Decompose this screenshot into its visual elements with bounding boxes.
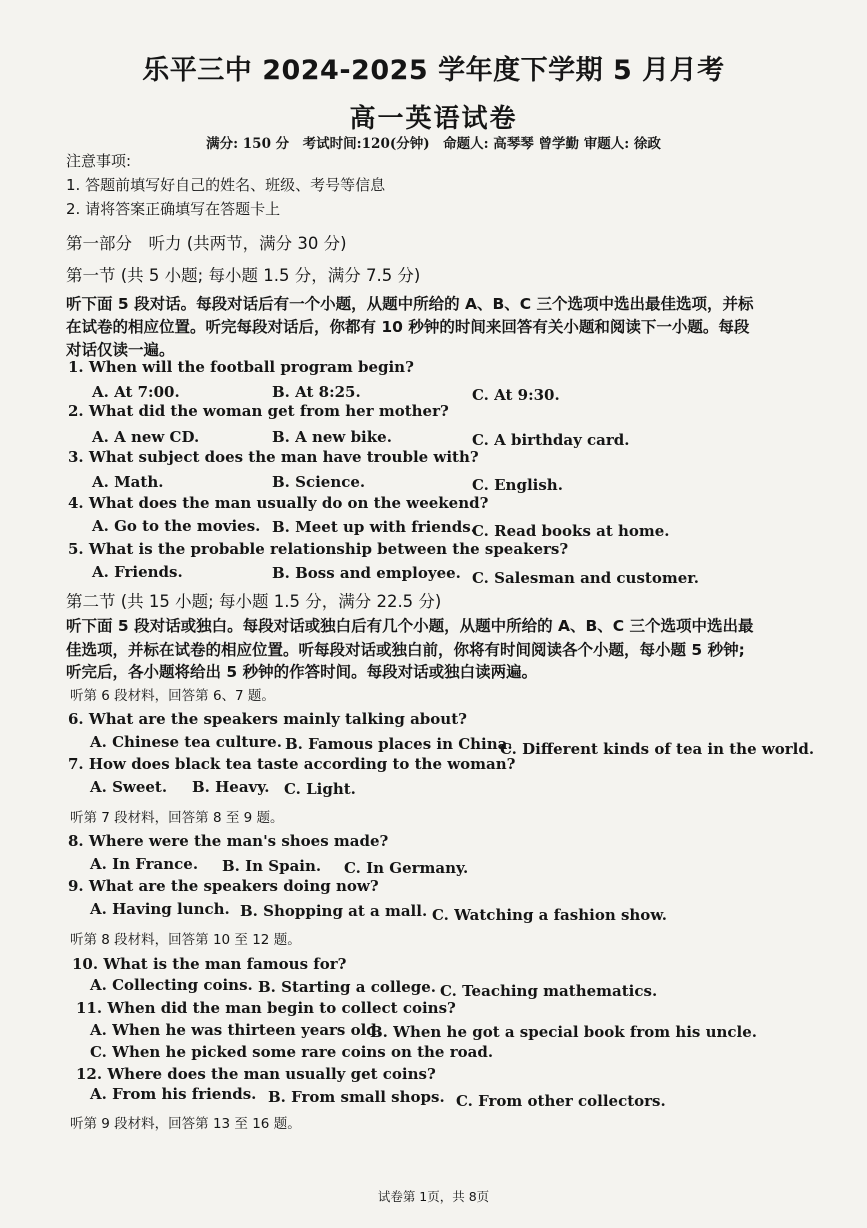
option-b: B. From small shops. bbox=[268, 1088, 445, 1106]
option-a: A. Having lunch. bbox=[90, 900, 230, 918]
option-c: C. At 9:30. bbox=[472, 386, 560, 404]
section-instructions: 听完后，各小题将给出 5 秒钟的作答时间。每段对话或独白读两遍。 bbox=[66, 663, 538, 681]
option-a: A. Chinese tea culture. bbox=[90, 733, 282, 751]
option-c: C. From other collectors. bbox=[456, 1092, 666, 1110]
question-text: 7. How does black tea taste according to the woman? bbox=[68, 755, 516, 773]
question-text: 3. What subject does the man have trouble with? bbox=[68, 448, 479, 466]
exam-title: 乐平三中 2024-2025 学年度下学期 5 月月考 bbox=[142, 55, 725, 86]
material-note: 听第 6 段材料，回答第 6、7 题。 bbox=[70, 688, 275, 704]
option-b: B. At 8:25. bbox=[272, 383, 361, 401]
option-b: B. In Spain. bbox=[222, 857, 322, 875]
option-a: A. In France. bbox=[90, 855, 199, 873]
question-text: 5. What is the probable relationship between the speakers? bbox=[68, 540, 569, 558]
option-c: C. Light. bbox=[284, 780, 356, 798]
section-instructions: 佳选项，并标在试卷的相应位置。听每段对话或独白前，你将有时间阅读各个小题，每小题 5 秒钟; bbox=[66, 641, 745, 659]
question-text: 8. Where were the man's shoes made? bbox=[68, 832, 389, 850]
option-b: B. A new bike. bbox=[272, 428, 392, 446]
option-b: B. Meet up with friends. bbox=[272, 518, 476, 536]
note-item: 1. 答题前填写好自己的姓名、班级、考号等信息 bbox=[66, 176, 386, 194]
option-c: C. A birthday card. bbox=[472, 431, 630, 449]
exam-meta: 满分: 150 分 考试时间:120(分钟) 命题人: 高琴琴 曾学勤 审题人: 徐政 bbox=[206, 136, 661, 152]
option-a: A. A new CD. bbox=[92, 428, 200, 446]
exam-subtitle: 高一英语试卷 bbox=[349, 104, 518, 134]
option-c: C. English. bbox=[472, 476, 563, 494]
option-b: B. Starting a college. bbox=[258, 978, 437, 996]
section-heading: 第二节 (共 15 小题; 每小题 1.5 分，满分 22.5 分) bbox=[66, 592, 442, 611]
material-note: 听第 8 段材料，回答第 10 至 12 题。 bbox=[70, 932, 301, 948]
option-c: C. Read books at home. bbox=[472, 522, 670, 540]
part-heading: 第一部分 听力 (共两节，满分 30 分) bbox=[66, 234, 347, 253]
notes-heading: 注意事项: bbox=[66, 152, 132, 170]
option-c: C. Teaching mathematics. bbox=[440, 982, 658, 1000]
option-b: B. When he got a special book from his uncle. bbox=[370, 1023, 757, 1041]
section-instructions: 听下面 5 段对话。每段对话后有一个小题，从题中所给的 A、B、C 三个选项中选出最佳选项，并标 bbox=[66, 295, 754, 313]
option-c: C. When he picked some rare coins on the road. bbox=[90, 1043, 494, 1061]
question-text: 1. When will the football program begin? bbox=[68, 358, 414, 376]
option-b: B. Heavy. bbox=[192, 778, 270, 796]
option-a: A. Sweet. bbox=[90, 778, 168, 796]
question-text: 12. Where does the man usually get coins? bbox=[76, 1065, 436, 1083]
option-b: B. Shopping at a mall. bbox=[240, 902, 428, 920]
material-note: 听第 9 段材料，回答第 13 至 16 题。 bbox=[70, 1116, 301, 1132]
option-b: B. Famous places in China. bbox=[285, 735, 513, 753]
section-instructions: 对话仅读一遍。 bbox=[66, 341, 175, 359]
option-c: C. Different kinds of tea in the world. bbox=[500, 740, 815, 758]
page-footer: 试卷第 1页，共 8页 bbox=[377, 1189, 490, 1204]
option-a: A. Math. bbox=[92, 473, 164, 491]
option-a: A. At 7:00. bbox=[92, 383, 180, 401]
option-b: B. Science. bbox=[272, 473, 366, 491]
option-a: A. From his friends. bbox=[90, 1085, 257, 1103]
section-instructions: 在试卷的相应位置。听完每段对话后，你都有 10 秒钟的时间来回答有关小题和阅读下一小题。每段 bbox=[66, 318, 750, 336]
question-text: 2. What did the woman get from her mother? bbox=[68, 402, 449, 420]
option-a: A. Collecting coins. bbox=[90, 976, 253, 994]
question-text: 10. What is the man famous for? bbox=[72, 955, 347, 973]
question-text: 11. When did the man begin to collect coins? bbox=[76, 999, 456, 1017]
option-c: C. In Germany. bbox=[344, 859, 469, 877]
question-text: 9. What are the speakers doing now? bbox=[68, 877, 379, 895]
option-a: A. Friends. bbox=[92, 563, 183, 581]
note-item: 2. 请将答案正确填写在答题卡上 bbox=[66, 200, 281, 218]
question-text: 6. What are the speakers mainly talking about? bbox=[68, 710, 467, 728]
option-c: C. Watching a fashion show. bbox=[432, 906, 667, 924]
option-a: A. When he was thirteen years old. bbox=[90, 1021, 383, 1039]
material-note: 听第 7 段材料，回答第 8 至 9 题。 bbox=[70, 810, 284, 826]
option-b: B. Boss and employee. bbox=[272, 564, 461, 582]
question-text: 4. What does the man usually do on the weekend? bbox=[68, 494, 489, 512]
option-a: A. Go to the movies. bbox=[92, 517, 261, 535]
section-instructions: 听下面 5 段对话或独白。每段对话或独白后有几个小题，从题中所给的 A、B、C 三个选项中选出最 bbox=[66, 617, 754, 635]
option-c: C. Salesman and customer. bbox=[472, 569, 699, 587]
section-heading: 第一节 (共 5 小题; 每小题 1.5 分，满分 7.5 分) bbox=[66, 266, 421, 285]
